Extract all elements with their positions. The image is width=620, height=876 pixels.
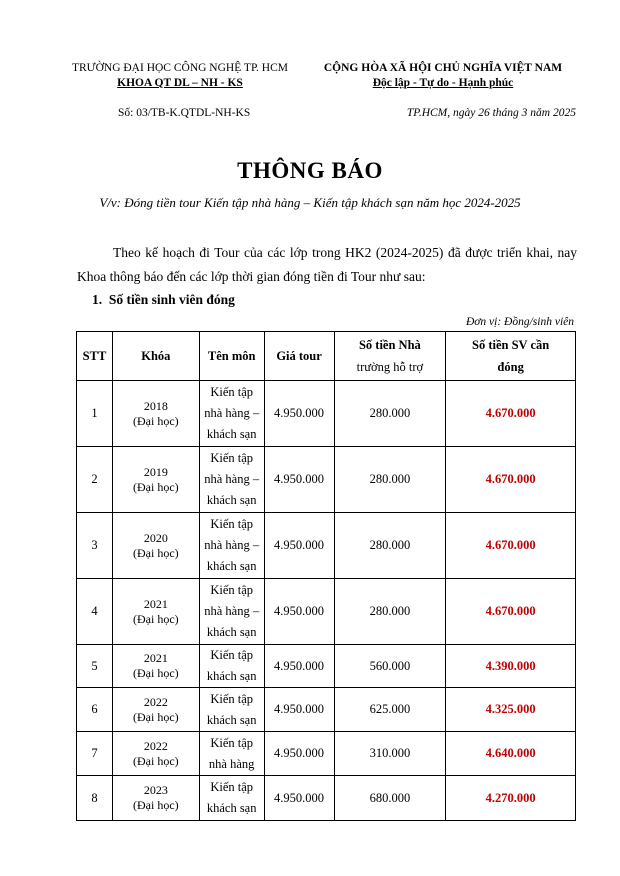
cell-can-dong: 4.390.000 bbox=[446, 645, 576, 688]
cell-can-dong: 4.640.000 bbox=[446, 732, 576, 776]
cell-ho-tro: 625.000 bbox=[334, 688, 446, 732]
header-khoa: Khóa bbox=[112, 332, 199, 381]
document-subject: V/v: Đóng tiền tour Kiến tập nhà hàng – Kiến tập khách sạn năm học 2024-2025 bbox=[99, 195, 521, 210]
cell-mon-line: khách sạn bbox=[206, 801, 257, 815]
header-can-dong-line2: đóng bbox=[497, 360, 524, 374]
cell-khoa-type: (Đại học) bbox=[133, 545, 179, 560]
cell-mon-line: Kiến tập bbox=[210, 583, 254, 597]
cell-gia: 4.950.000 bbox=[264, 513, 334, 579]
cell-mon bbox=[199, 732, 264, 776]
cell-can-dong: 4.670.000 bbox=[446, 579, 576, 645]
cell-khoa-type: (Đại học) bbox=[133, 798, 179, 812]
cell-khoa-type: (Đại học) bbox=[133, 666, 179, 680]
cell-khoa bbox=[112, 776, 199, 821]
cell-mon-line: nhà hàng – bbox=[204, 472, 260, 486]
cell-mon-line: khách sạn bbox=[206, 493, 257, 507]
cell-mon-line: Kiến tập bbox=[210, 648, 254, 662]
cell-mon-line: Kiến tập bbox=[210, 780, 254, 794]
intro-line-2: Khoa thông báo đến các lớp thời gian đóng tiền đi Tour như sau: bbox=[77, 269, 426, 284]
cell-stt: 6 bbox=[77, 688, 113, 732]
table-row bbox=[77, 447, 576, 513]
cell-stt: 3 bbox=[77, 513, 113, 579]
cell-khoa-type: (Đại học) bbox=[133, 479, 179, 494]
school-header bbox=[70, 61, 290, 91]
cell-gia: 4.950.000 bbox=[264, 447, 334, 513]
national-header bbox=[312, 61, 574, 91]
table-row bbox=[77, 776, 576, 821]
cell-mon-line: Kiến tập bbox=[210, 691, 254, 706]
table-header-row bbox=[77, 332, 576, 381]
header-gia: Giá tour bbox=[264, 332, 334, 381]
table-row bbox=[77, 645, 576, 688]
cell-khoa-year: 2022 bbox=[143, 694, 168, 709]
cell-stt: 7 bbox=[77, 732, 113, 776]
cell-mon bbox=[199, 579, 264, 645]
cell-mon-line: Kiến tập bbox=[210, 517, 254, 531]
cell-gia: 4.950.000 bbox=[264, 688, 334, 732]
cell-can-dong: 4.670.000 bbox=[446, 381, 576, 447]
cell-stt: 1 bbox=[77, 381, 113, 447]
cell-ho-tro: 680.000 bbox=[334, 776, 446, 821]
cell-ho-tro: 560.000 bbox=[334, 645, 446, 688]
cell-can-dong: 4.325.000 bbox=[446, 688, 576, 732]
document-date: TP.HCM, ngày 26 tháng 3 năm 2025 bbox=[406, 107, 576, 119]
cell-ho-tro: 280.000 bbox=[334, 513, 446, 579]
table-row bbox=[77, 732, 576, 776]
table-row bbox=[77, 381, 576, 447]
cell-gia: 4.950.000 bbox=[264, 645, 334, 688]
cell-khoa-type: (Đại học) bbox=[133, 709, 179, 724]
cell-mon-line: khách sạn bbox=[206, 427, 257, 441]
fee-table bbox=[76, 331, 576, 821]
cell-stt: 5 bbox=[77, 645, 113, 688]
header-mon: Tên môn bbox=[199, 332, 264, 381]
document-number: Số: 03/TB-K.QTDL-NH-KS bbox=[118, 107, 251, 119]
header-ho-tro bbox=[334, 332, 446, 381]
header-stt: STT bbox=[77, 332, 113, 381]
cell-mon-line: Kiến tập bbox=[210, 735, 254, 750]
header-can-dong bbox=[446, 332, 576, 381]
cell-can-dong: 4.670.000 bbox=[446, 447, 576, 513]
cell-khoa bbox=[112, 381, 199, 447]
national-slogan: Độc lập - Tự do - Hạnh phúc bbox=[372, 77, 514, 89]
cell-stt: 2 bbox=[77, 447, 113, 513]
unit-note: Đơn vị: Đồng/sinh viên bbox=[465, 316, 574, 328]
cell-khoa bbox=[112, 732, 199, 776]
cell-mon bbox=[199, 645, 264, 688]
cell-gia: 4.950.000 bbox=[264, 776, 334, 821]
table-row bbox=[77, 579, 576, 645]
cell-ho-tro: 280.000 bbox=[334, 447, 446, 513]
cell-ho-tro: 280.000 bbox=[334, 579, 446, 645]
cell-khoa-type: (Đại học) bbox=[133, 753, 179, 768]
cell-mon-line: khách sạn bbox=[206, 559, 257, 573]
cell-mon bbox=[199, 381, 264, 447]
cell-khoa-year: 2019 bbox=[143, 464, 168, 479]
cell-can-dong: 4.670.000 bbox=[446, 513, 576, 579]
header-can-dong-line1: Số tiền SV cần bbox=[472, 338, 550, 352]
cell-stt: 8 bbox=[77, 776, 113, 821]
cell-khoa-year: 2018 bbox=[143, 398, 168, 413]
faculty-name: KHOA QT DL – NH - KS bbox=[117, 77, 243, 89]
cell-khoa bbox=[112, 579, 199, 645]
cell-mon bbox=[199, 688, 264, 732]
cell-khoa-year: 2021 bbox=[143, 596, 168, 611]
national-motto: CỘNG HÒA XÃ HỘI CHỦ NGHĨA VIỆT NAM bbox=[323, 62, 563, 74]
cell-khoa-year: 2020 bbox=[143, 530, 168, 545]
cell-gia: 4.950.000 bbox=[264, 579, 334, 645]
cell-khoa bbox=[112, 688, 199, 732]
cell-mon-line: nhà hàng – bbox=[204, 538, 260, 552]
cell-khoa bbox=[112, 645, 199, 688]
school-name: TRƯỜNG ĐẠI HỌC CÔNG NGHỆ TP. HCM bbox=[71, 62, 289, 74]
cell-mon-line: nhà hàng – bbox=[204, 604, 260, 618]
cell-khoa-year: 2023 bbox=[143, 783, 168, 797]
cell-mon bbox=[199, 447, 264, 513]
cell-khoa-type: (Đại học) bbox=[133, 413, 179, 428]
cell-ho-tro: 280.000 bbox=[334, 381, 446, 447]
cell-can-dong: 4.270.000 bbox=[446, 776, 576, 821]
document-title: THÔNG BÁO bbox=[237, 158, 383, 183]
cell-mon-line: nhà hàng bbox=[208, 756, 255, 771]
cell-khoa-year: 2022 bbox=[143, 738, 168, 753]
header-ho-tro-line2: trường hỗ trợ bbox=[356, 360, 424, 374]
cell-mon bbox=[199, 513, 264, 579]
cell-mon-line: Kiến tập bbox=[210, 385, 254, 399]
cell-khoa bbox=[112, 447, 199, 513]
cell-gia: 4.950.000 bbox=[264, 732, 334, 776]
cell-khoa-year: 2021 bbox=[143, 651, 168, 665]
cell-ho-tro: 310.000 bbox=[334, 732, 446, 776]
cell-mon-line: Kiến tập bbox=[210, 451, 254, 465]
intro-paragraph bbox=[77, 241, 577, 289]
header-ho-tro-line1: Số tiền Nhà bbox=[358, 338, 421, 352]
table-row bbox=[77, 688, 576, 732]
cell-mon-line: nhà hàng – bbox=[204, 406, 260, 420]
cell-mon-line: khách sạn bbox=[206, 669, 257, 683]
cell-stt: 4 bbox=[77, 579, 113, 645]
cell-mon bbox=[199, 776, 264, 821]
cell-khoa bbox=[112, 513, 199, 579]
cell-khoa-type: (Đại học) bbox=[133, 611, 179, 626]
cell-gia: 4.950.000 bbox=[264, 381, 334, 447]
cell-mon-line: khách sạn bbox=[206, 712, 257, 727]
intro-line-1: Theo kế hoạch đi Tour của các lớp trong HK2 (2024-2025) đã được triển khai, nay bbox=[113, 245, 577, 260]
cell-mon-line: khách sạn bbox=[206, 625, 257, 639]
section-heading: 1. Số tiền sinh viên đóng bbox=[92, 292, 235, 307]
table-row bbox=[77, 513, 576, 579]
